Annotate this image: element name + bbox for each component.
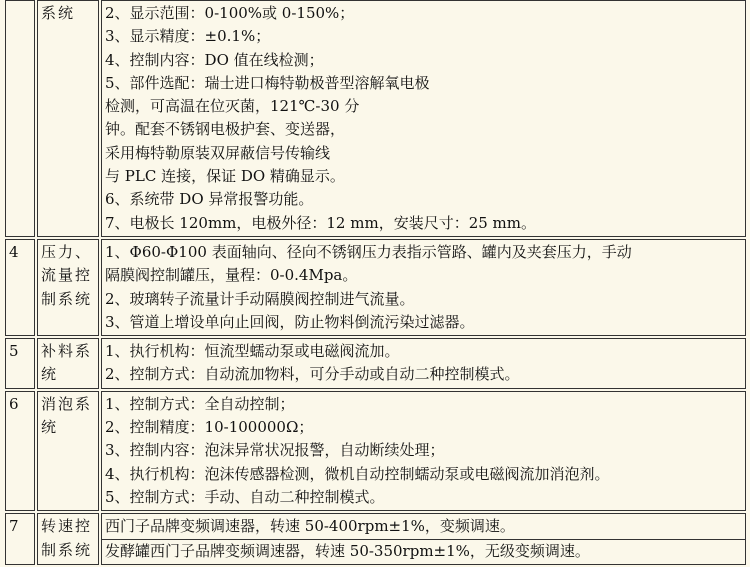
content-line: 钟。配套不锈钢电极护套、变送器， xyxy=(105,120,346,139)
row-category: 补料系统 xyxy=(37,338,99,389)
content-line: 西门子品牌变频调速器，转速 50-400rpm±1%，变频调速。 xyxy=(105,517,515,536)
content-line: 与 PLC 连接，保证 DO 精确显示。 xyxy=(105,167,345,186)
content-line: 7、电极长 120mm，电极外径：12 mm，安装尺寸：25 mm。 xyxy=(105,213,536,232)
spec-table xyxy=(3,0,748,567)
row-number: 7 xyxy=(5,513,35,565)
content-line: 隔膜阀控制罐压，量程：0-0.4Mpa。 xyxy=(105,266,358,285)
content-line: 1、控制方式：全自动控制； xyxy=(105,394,295,413)
content-line: 2、玻璃转子流量计手动隔膜阀控制进气流量。 xyxy=(105,289,415,308)
content-line: 5、部件选配：瑞士进口梅特勒极普型溶解氧电极 xyxy=(105,73,430,92)
content-line: 2、控制方式：自动流加物料，可分手动或自动二种控制模式。 xyxy=(105,365,520,384)
row-content xyxy=(101,391,746,511)
row-content xyxy=(101,338,746,389)
table-row xyxy=(5,0,746,237)
table-row xyxy=(5,513,746,565)
row-category: 转速控制系统 xyxy=(37,513,99,565)
content-line: 检测，可高温在位灭菌，121℃-30 分 xyxy=(105,97,360,116)
row-content xyxy=(101,513,746,565)
row-number xyxy=(5,0,35,237)
row-content xyxy=(101,239,746,336)
row-number: 6 xyxy=(5,391,35,511)
row-content xyxy=(101,0,746,237)
content-line: 3、管道上增设单向止回阀，防止物料倒流污染过滤器。 xyxy=(105,312,475,331)
content-line: 2、显示范围：0-100%或 0-150%； xyxy=(105,4,355,22)
row-number: 5 xyxy=(5,338,35,389)
content-line: 4、控制内容：DO 值在线检测； xyxy=(105,50,324,69)
table-row xyxy=(5,239,746,336)
table-row xyxy=(5,338,746,389)
content-line: 3、显示精度：±0.1%； xyxy=(105,27,271,46)
content-line: 4、执行机构：泡沫传感器检测，微机自动控制蠕动泵或电磁阀流加消泡剂。 xyxy=(105,464,610,483)
content-line: 3、控制内容：泡沫异常状况报警，自动断续处理； xyxy=(105,441,445,460)
content-line: 2、控制精度：10-100000Ω； xyxy=(105,418,314,437)
row-category: 系统 xyxy=(37,0,99,237)
row-category: 消泡系统 xyxy=(37,391,99,511)
content-line: 5、控制方式：手动、自动二种控制模式。 xyxy=(105,487,385,506)
content-line: 6、系统带 DO 异常报警功能。 xyxy=(105,190,314,209)
table-row xyxy=(5,391,746,511)
content-line: 采用梅特勒原装双屏蔽信号传输线 xyxy=(105,143,331,162)
content-line: 1、Φ60-Φ100 表面轴向、径向不锈钢压力表指示管路、罐内及夹套压力，手动 xyxy=(105,242,632,261)
content-line: 发酵罐西门子品牌变频调速器，转速 50-350rpm±1%，无级变频调速。 xyxy=(102,539,745,563)
row-category: 压力、流量控制系统 xyxy=(37,239,99,336)
content-line: 1、执行机构：恒流型蠕动泵或电磁阀流加。 xyxy=(105,342,400,361)
row-number: 4 xyxy=(5,239,35,336)
